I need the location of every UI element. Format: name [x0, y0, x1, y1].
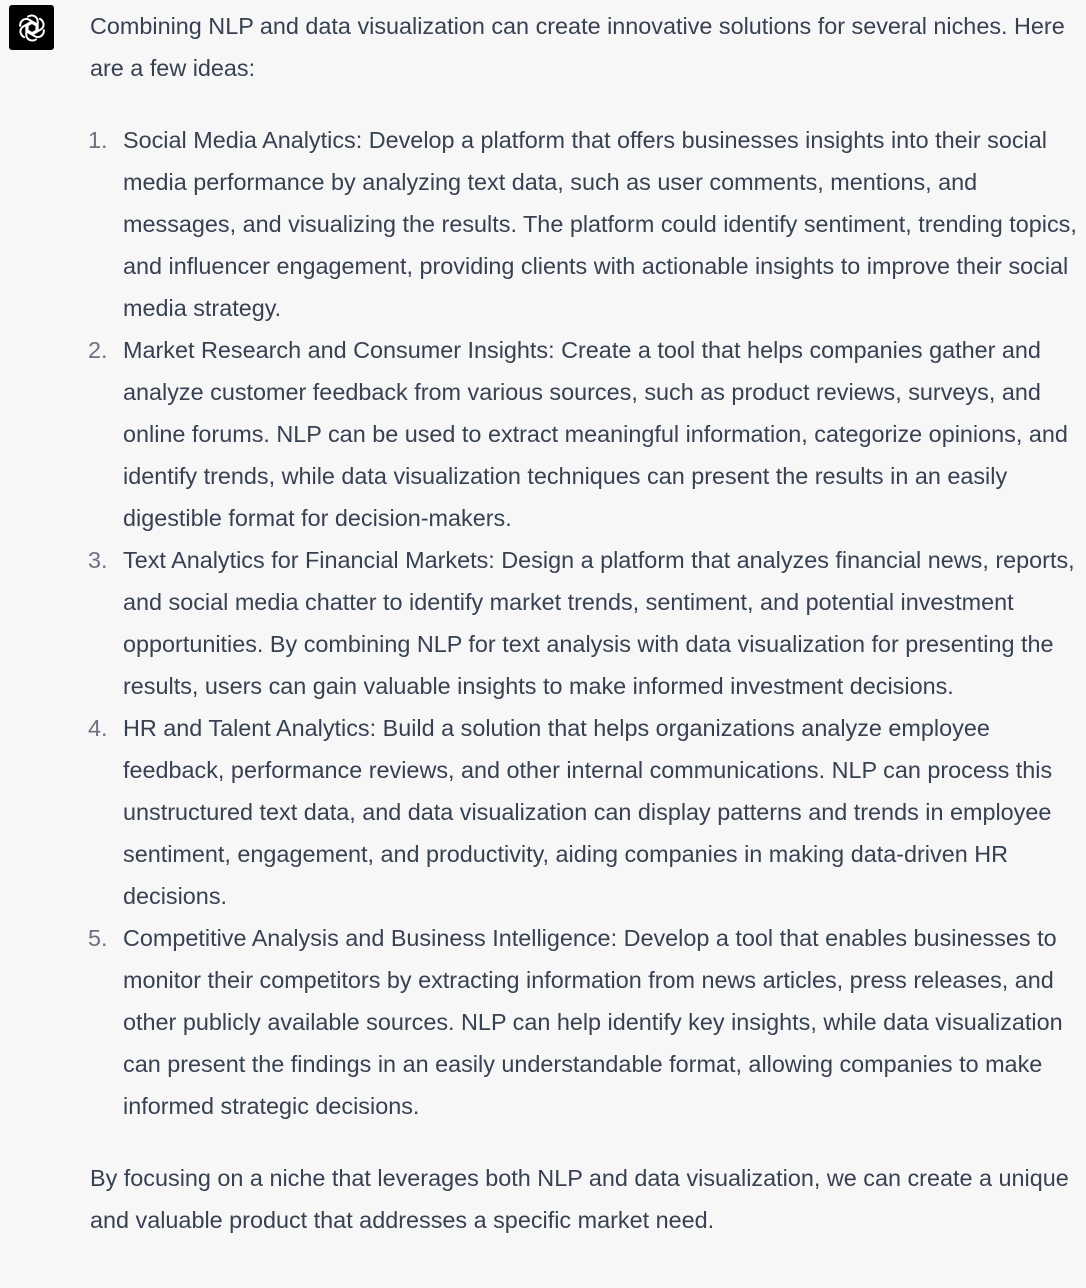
list-item: [90, 539, 1080, 707]
message-content: [90, 5, 1080, 1241]
list-item-number: 3.: [88, 547, 108, 573]
openai-logo-icon: [16, 12, 48, 44]
ideas-list: [90, 119, 1080, 1127]
list-item-text: Competitive Analysis and Business Intelligence: Develop a tool that enables businesses to monitor their competitors by extracting information from news articles, press releases, and other publicly available sources. NLP can help identify key insights, while data visualization can present the findings in an easily understandable format, allowing companies to make informed strategic decisions.: [123, 925, 1063, 1119]
list-item-number: 1.: [88, 127, 108, 153]
intro-paragraph: Combining NLP and data visualization can create innovative solutions for several niches. Here are a few ideas:: [90, 13, 1065, 81]
list-item-text: Social Media Analytics: Develop a platform that offers businesses insights into their social media performance by analyzing text data, such as user comments, mentions, and messages, and visualizing the results. The platform could identify sentiment, trending topics, and influencer engagement, providing clients with actionable insights to improve their social media strategy.: [123, 127, 1077, 321]
list-item-text: HR and Talent Analytics: Build a solution that helps organizations analyze employee feedback, performance reviews, and other internal communications. NLP can process this unstructured text data, and data visualization can display patterns and trends in employee sentiment, engagement, and productivity, aiding companies in making data-driven HR decisions.: [123, 715, 1053, 909]
list-item: [90, 329, 1080, 539]
list-item-number: 2.: [88, 337, 108, 363]
list-item-number: 4.: [88, 715, 108, 741]
list-item-text: Text Analytics for Financial Markets: Design a platform that analyzes financial news, reports, and social media chatter to identify market trends, sentiment, and potential investment opportunities. By combining NLP for text analysis with data visualization for presenting the results, users can gain valuable insights to make informed investment decisions.: [123, 547, 1075, 699]
list-item-number: 5.: [88, 925, 108, 951]
list-item-text: Market Research and Consumer Insights: Create a tool that helps companies gather and analyze customer feedback from various sources, such as product reviews, surveys, and online forums. NLP can be used to extract meaningful information, categorize opinions, and identify trends, while data visualization techniques can present the results in an easily digestible format for decision-makers.: [123, 337, 1068, 531]
list-item: [90, 707, 1080, 917]
conclusion-paragraph: By focusing on a niche that leverages both NLP and data visualization, we can create a unique and valuable product that addresses a specific market need.: [90, 1165, 1069, 1233]
assistant-avatar: [9, 5, 54, 50]
list-item: [90, 119, 1080, 329]
list-item: [90, 917, 1080, 1127]
